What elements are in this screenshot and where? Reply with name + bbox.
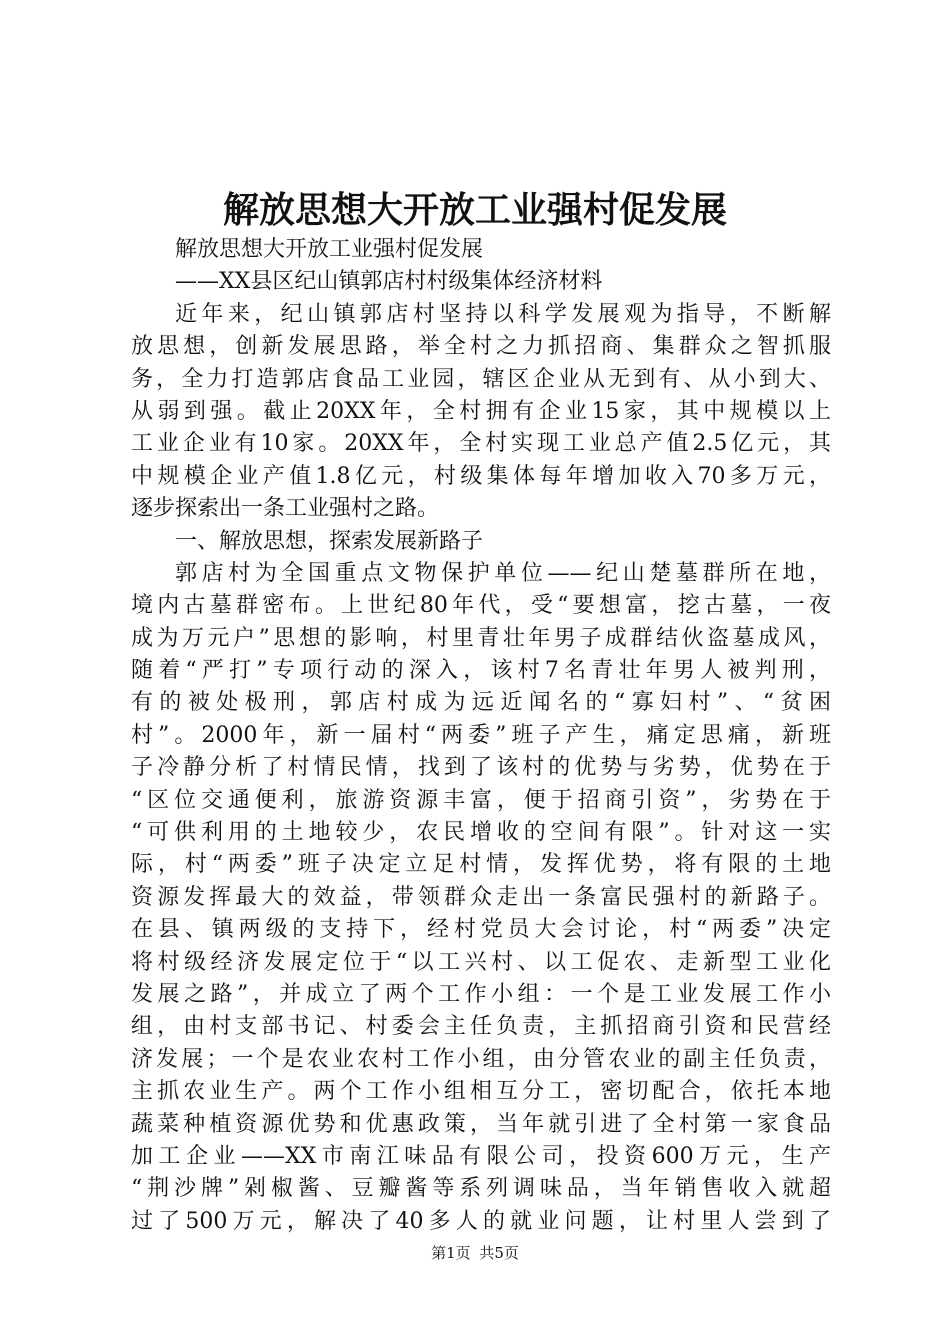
- text-line: 一、解放思想，探索发展新路子: [175, 528, 484, 554]
- text-line: 近年来，纪山镇郭店村坚持以科学发展观为指导，不断解: [175, 301, 831, 327]
- text-line: 成为万元户”思想的影响，村里青壮年男子成群结伙盗墓成风，: [131, 625, 831, 651]
- text-line: 在县、镇两级的支持下，经村党员大会讨论，村“两委”决定: [131, 917, 831, 943]
- document-title: 解放思想大开放工业强村促发展: [222, 189, 727, 231]
- text-line: 资源发挥最大的效益，带领群众走出一条富民强村的新路子。: [131, 884, 831, 910]
- text-line: 过了500万元，解决了40多人的就业问题，让村里人尝到了: [131, 1208, 831, 1234]
- text-line: “荆沙牌”剁椒酱、豆瓣酱等系列调味品，当年销售收入就超: [131, 1176, 831, 1202]
- text-line: “区位交通便利，旅游资源丰富，便于招商引资”，劣势在于: [131, 787, 831, 813]
- text-line: 从弱到强。截止20XX年，全村拥有企业15家，其中规模以上: [131, 398, 831, 424]
- text-line: 将村级经济发展定位于“以工兴村、以工促农、走新型工业化: [131, 949, 831, 975]
- text-line: 郭店村为全国重点文物保护单位——纪山楚墓群所在地，: [175, 560, 831, 586]
- text-line: 随着“严打”专项行动的深入，该村7名青壮年男人被判刑，: [131, 658, 831, 684]
- text-line: 解放思想大开放工业强村促发展: [175, 237, 484, 262]
- page-total: 共5页: [479, 1244, 519, 1262]
- text-line: 境内古墓群密布。上世纪80年代，受“要想富，挖古墓，一夜: [131, 593, 831, 619]
- text-line: 逐步探索出一条工业强村之路。: [131, 496, 440, 522]
- text-line: 际，村“两委”班子决定立足村情，发挥优势，将有限的土地: [131, 852, 831, 878]
- text-line: 子冷静分析了村情民情，找到了该村的优势与劣势，优势在于: [131, 755, 831, 781]
- text-line: 加工企业——XX市南江味品有限公司，投资600万元，生产: [131, 1143, 831, 1169]
- text-line: 放思想，创新发展思路，举全村之力抓招商、集群众之智抓服: [131, 334, 831, 360]
- text-line: 蔬菜种植资源优势和优惠政策，当年就引进了全村第一家食品: [131, 1111, 831, 1137]
- page-footer: [0, 1243, 950, 1263]
- text-line: 务，全力打造郭店食品工业园，辖区企业从无到有、从小到大、: [131, 366, 831, 392]
- page-number: 第1页: [431, 1244, 471, 1262]
- text-line: “可供利用的土地较少，农民增收的空间有限”。针对这一实: [131, 820, 831, 846]
- text-line: 村”。2000年，新一届村“两委”班子产生，痛定思痛，新班: [131, 722, 831, 748]
- document-body: [131, 234, 831, 1238]
- text-line: 中规模企业产值1.8亿元，村级集体每年增加收入70多万元，: [131, 463, 831, 489]
- text-line: 济发展；一个是农业农村工作小组，由分管农业的副主任负责，: [131, 1046, 831, 1072]
- text-line: 组，由村支部书记、村委会主任负责，主抓招商引资和民营经: [131, 1014, 831, 1040]
- text-line: ——XX县区纪山镇郭店村村级集体经济材料: [175, 269, 603, 295]
- text-line: 主抓农业生产。两个工作小组相互分工，密切配合，依托本地: [131, 1079, 831, 1105]
- text-line: 有的被处极刑，郭店村成为远近闻名的“寡妇村”、“贫困: [131, 690, 831, 716]
- text-line: 发展之路”，并成立了两个工作小组：一个是工业发展工作小: [131, 981, 831, 1007]
- text-line: 工业企业有10家。20XX年，全村实现工业总产值2.5亿元，其: [131, 431, 831, 457]
